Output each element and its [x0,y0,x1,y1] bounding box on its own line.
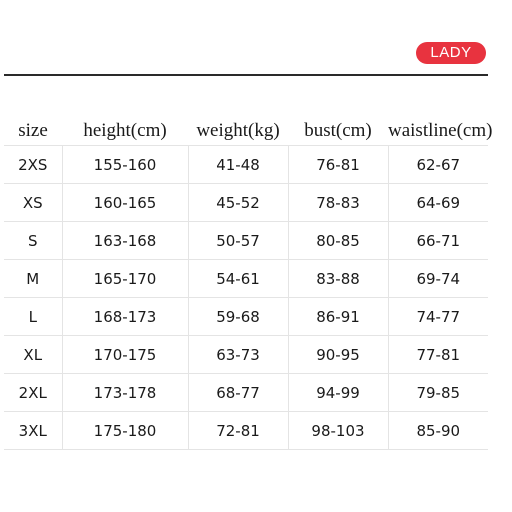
table-row [4,184,488,222]
cell-bust: 83-88 [288,260,388,298]
cell-waistline: 66-71 [388,222,488,260]
table-row [4,146,488,184]
cell-height: 160-165 [62,184,188,222]
cell-size: M [26,269,40,288]
cell-size: 2XL [18,383,47,402]
cell-waistline: 69-74 [388,260,488,298]
header-bust: bust(cm) [304,120,372,141]
header-size: size [18,120,48,141]
table-row [4,260,488,298]
cell-waistline: 85-90 [388,412,488,450]
cell-bust: 86-91 [288,298,388,336]
cell-waistline: 77-81 [388,336,488,374]
header-waistline: waistline(cm) [388,120,493,141]
cell-waistline: 62-67 [388,146,488,184]
header-height: height(cm) [83,120,167,141]
cell-bust: 80-85 [288,222,388,260]
cell-weight: 45-52 [188,184,288,222]
cell-height: 173-178 [62,374,188,412]
cell-bust: 98-103 [288,412,388,450]
cell-height: 155-160 [62,146,188,184]
cell-size: 3XL [18,421,47,440]
cell-height: 168-173 [62,298,188,336]
cell-bust: 90-95 [288,336,388,374]
cell-weight: 63-73 [188,336,288,374]
cell-height: 163-168 [62,222,188,260]
cell-height: 170-175 [62,336,188,374]
cell-size: S [27,231,38,250]
cell-size: XS [22,193,43,212]
table-header-row [4,104,488,146]
cell-weight: 41-48 [188,146,288,184]
cell-size: 2XS [18,155,48,174]
table-row [4,336,488,374]
cell-waistline: 79-85 [388,374,488,412]
table-row [4,298,488,336]
table-row [4,222,488,260]
cell-waistline: 74-77 [388,298,488,336]
cell-weight: 59-68 [188,298,288,336]
size-chart-table [4,104,493,450]
lady-badge: LADY [416,42,486,64]
header-divider [4,74,488,76]
cell-size: XL [23,345,43,364]
table-row [4,374,488,412]
header-weight: weight(kg) [196,120,280,141]
cell-weight: 50-57 [188,222,288,260]
cell-height: 175-180 [62,412,188,450]
table-row [4,412,488,450]
cell-bust: 94-99 [288,374,388,412]
cell-weight: 54-61 [188,260,288,298]
cell-weight: 68-77 [188,374,288,412]
cell-bust: 78-83 [288,184,388,222]
cell-waistline: 64-69 [388,184,488,222]
cell-size: L [28,307,37,326]
cell-height: 165-170 [62,260,188,298]
cell-bust: 76-81 [288,146,388,184]
cell-weight: 72-81 [188,412,288,450]
